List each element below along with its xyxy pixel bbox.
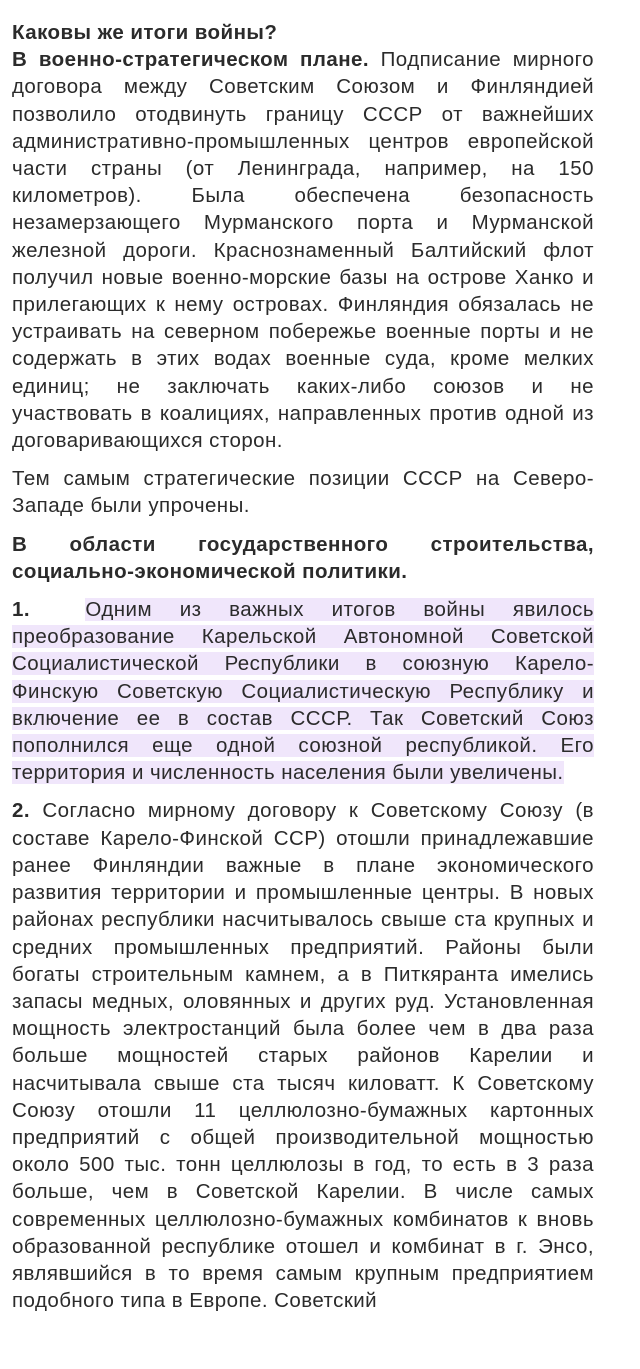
article-heading <box>12 19 594 46</box>
highlighted-text: Одним из важных итогов войны явилось преобразование Карельской Автономной Советской Социалистической Республики в союзную Карело-Финскую Советскую Социалистическую Республику и включение ее в состав СССР. Так Советский Союз пополнился еще одной союзной республикой. Его территория и численность населения были увеличены. <box>12 598 595 785</box>
paragraph-strategic: Тем самым стратегические позиции СССР на Северо-Западе были упрочены. <box>12 467 594 518</box>
article-body <box>12 0 594 1314</box>
list-item-1 <box>12 596 594 786</box>
list-item-2 <box>12 797 594 1314</box>
section-heading: В области государственного строительства, социально-экономической политики. <box>12 532 594 583</box>
list-item-text: Согласно мирному договору к Советскому Союзу (в составе Карело-Финской ССР) отошли принадлежавшие ранее Финляндии важные в плане экономического развития территории и промышленные центры. В новых районах республики насчитывалось свыше ста крупных и средних промышленных предприятий. Районы были богаты строительным камнем, а в Питкяранта имелись запасы медных, оловянных и других руд. Установленная мощность электростанций была более чем в два раза больше мощностей старых районов Карелии и насчитывала свыше ста тысяч киловатт. К Советскому Союзу отошли 11 целлюлозно-бумажных картонных предприятий с общей производительной мощностью около 500 тыс. тонн целлюлозы в год, то есть в 3 раза больше, чем в Советской Карелии. В числе самых современных целлюлозно-бумажных комбинатов к вновь образованной республике отошел и комбинат в г. Энсо, являвшийся в то время самым крупным предприятием подобного типа в Европе. Советский <box>12 799 594 1313</box>
paragraph-text: Подписание мирного договора между Советским Союзом и Финляндией позволило отодвинуть границу СССР от важнейших административно-промышленных центров европейской части страны (от Ленинграда, например, на 150 километров). Была обеспечена безопасность незамерзающего Мурманского порта и Мурманской железной дороги. Краснознаменный Балтийский флот получил новые военно-морские базы на острове Ханко и прилегающих к нему островах. Финляндия обязалась не устраивать на северном побережье военные порты и не содержать в этих водах военные суда, кроме мелких единиц; не заключать каких-либо союзов и не участвовать в коалициях, направленных против одной из договаривающихся сторон. <box>12 48 594 453</box>
paragraph-military <box>12 46 594 454</box>
list-item-number: 1. <box>12 598 30 622</box>
heading-text: Каковы же итоги войны? <box>12 21 278 44</box>
paragraph-lead: В военно-стратегическом плане. <box>12 48 370 72</box>
list-item-number: 2. <box>12 799 30 823</box>
